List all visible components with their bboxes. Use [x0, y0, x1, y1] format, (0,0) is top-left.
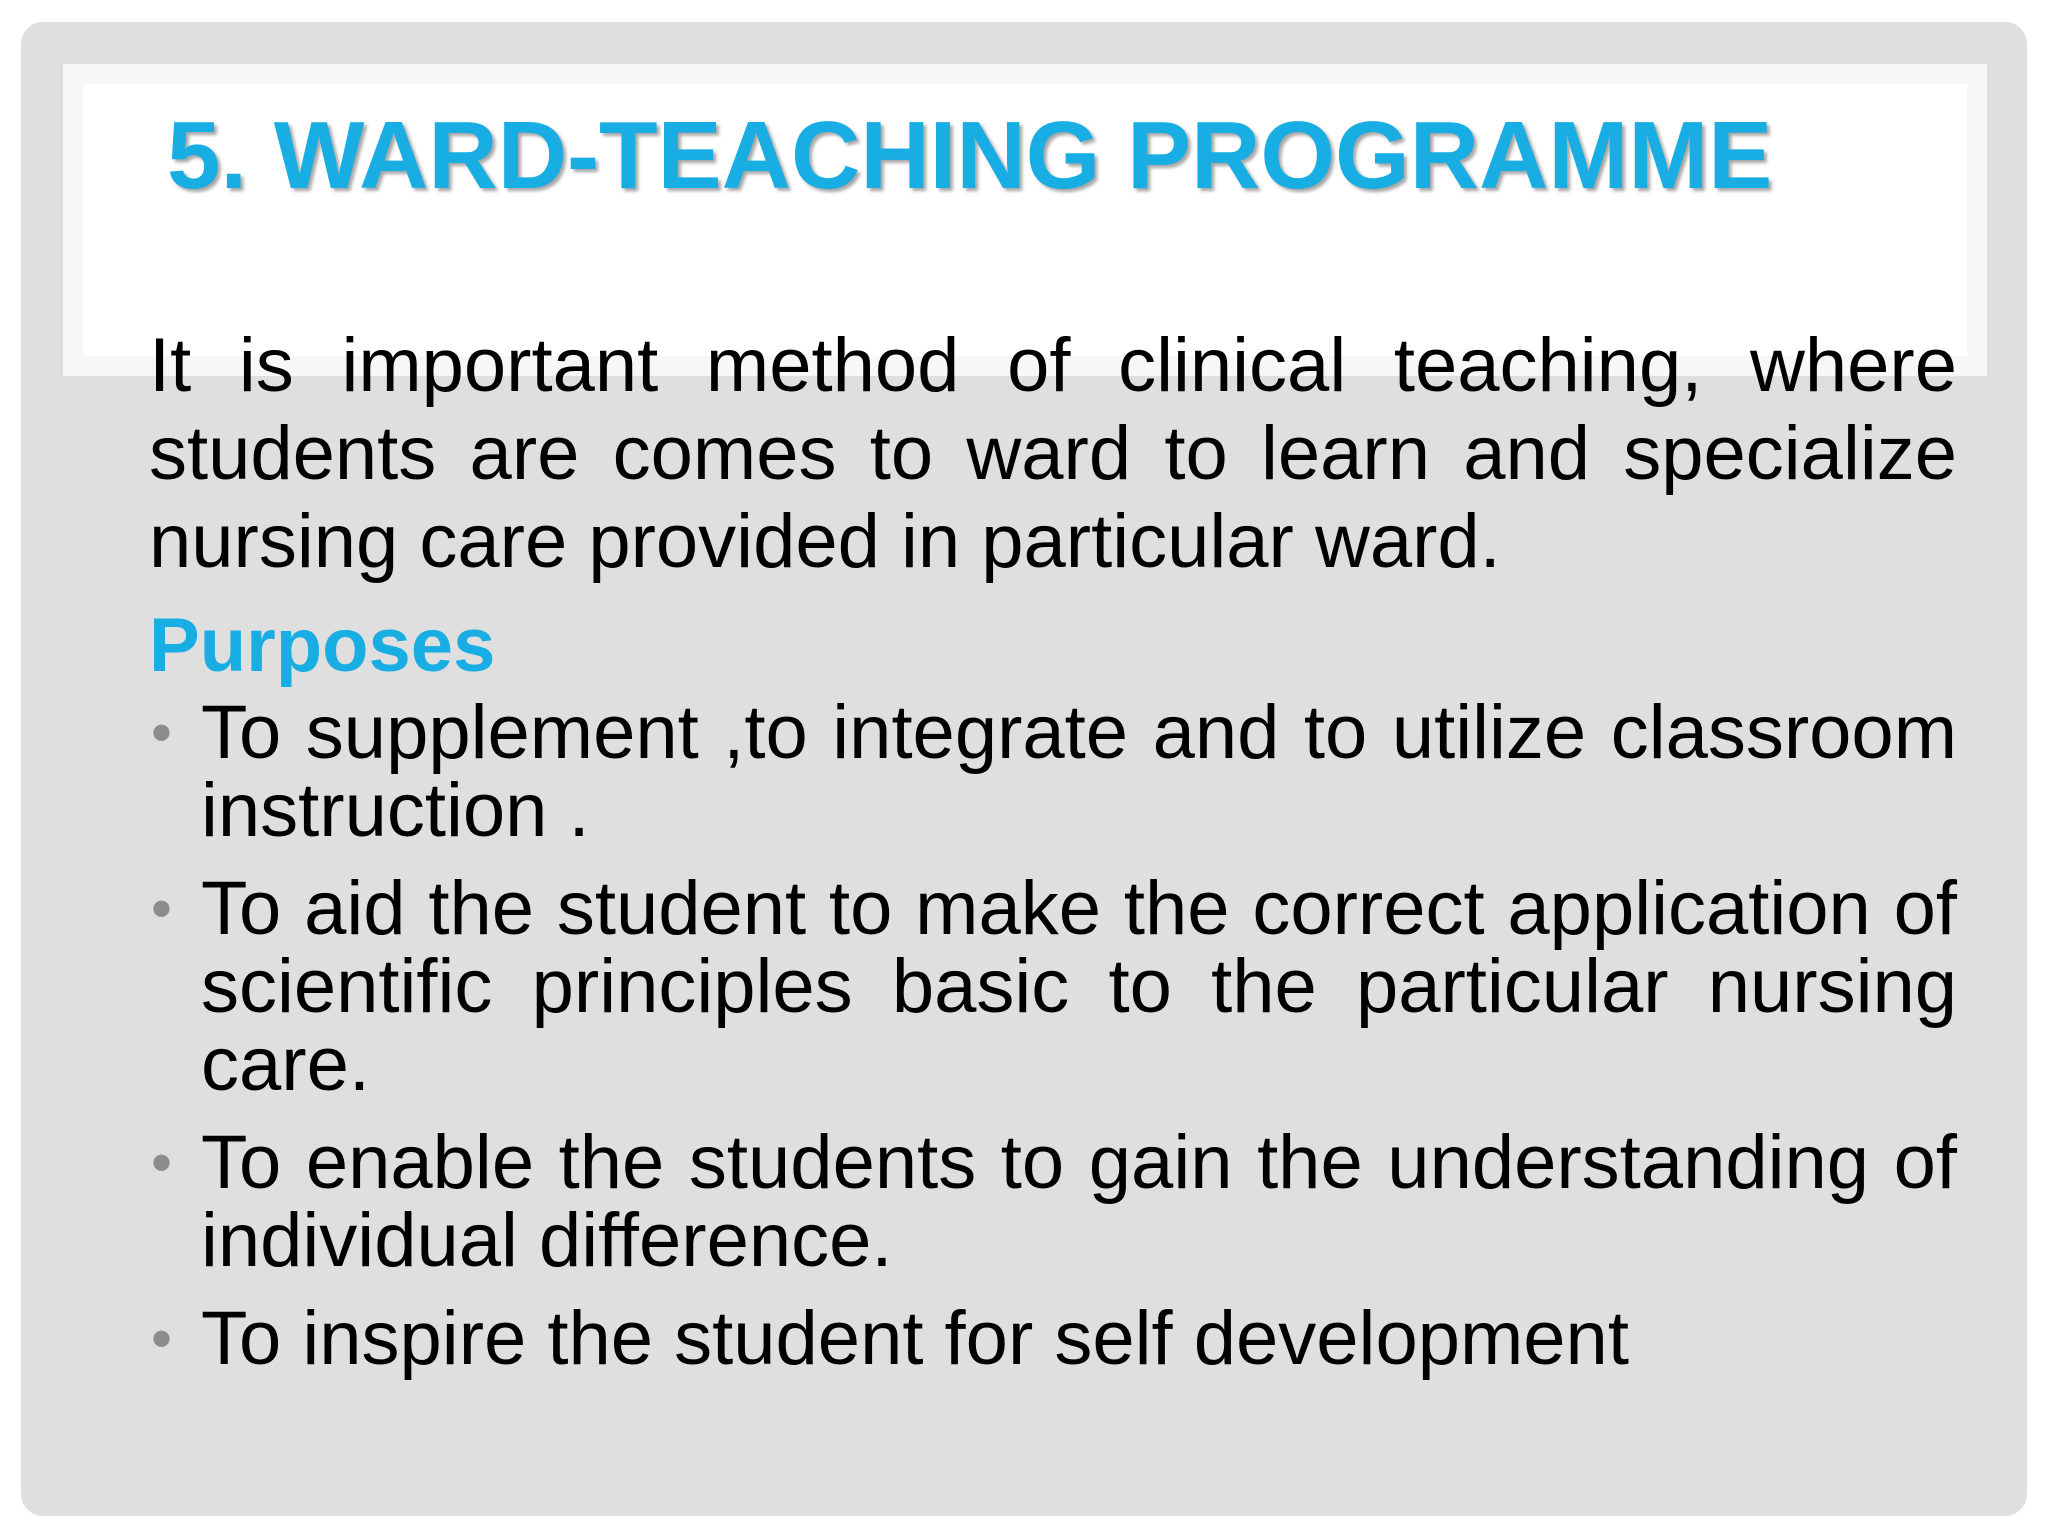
purposes-list	[149, 690, 1957, 1381]
intro-paragraph: It is important method of clinical teaching, where students are comes to ward to learn and specialize nursing care provided in particular ward.	[149, 323, 1957, 584]
list-item	[149, 690, 1957, 853]
bullet-icon: •	[151, 699, 173, 766]
slide-content	[149, 322, 1957, 1398]
list-item-text: To inspire the student for self development	[201, 1296, 1629, 1381]
purposes-heading: Purposes	[149, 603, 496, 688]
list-item	[149, 1120, 1957, 1283]
slide-title: 5. WARD-TEACHING PROGRAMME	[167, 102, 1773, 209]
bullet-icon: •	[151, 1129, 173, 1196]
list-item-text: To supplement ,to integrate and to utilize classroom instruction .	[201, 690, 1957, 853]
list-item	[149, 1296, 1957, 1381]
list-item-text: To aid the student to make the correct application of scientific principles basic to the particular nursing care.	[201, 866, 1957, 1107]
bullet-icon: •	[151, 1305, 173, 1372]
bullet-icon: •	[151, 875, 173, 942]
slide	[21, 22, 2027, 1516]
list-item-text: To enable the students to gain the understanding of individual difference.	[201, 1120, 1957, 1283]
list-item	[149, 866, 1957, 1107]
